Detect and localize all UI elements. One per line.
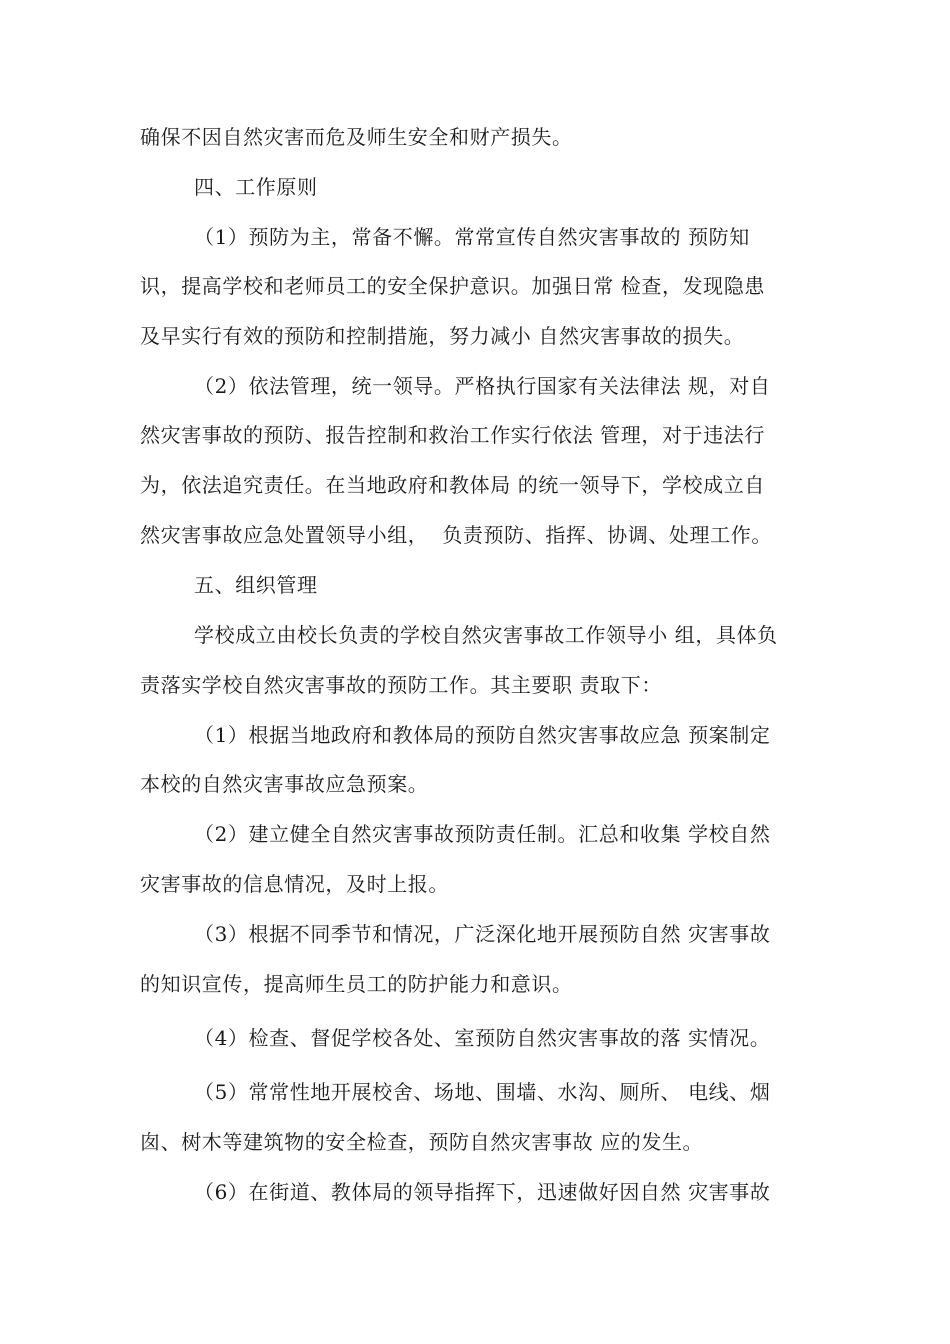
paragraph-line: 及早实行有效的预防和控制措施，努力减小 自然灾害事故的损失。	[140, 324, 745, 348]
paragraph-line: 为，依法追究责任。在当地政府和教体局 的统一领导下，学校成立自	[140, 473, 765, 497]
paragraph-line: （2）建立健全自然灾害事故预防责任制。汇总和收集 学校自然	[194, 822, 771, 846]
paragraph-line: （3）根据不同季节和情况，广泛深化地开展预防自然 灾害事故	[194, 922, 771, 946]
paragraph-line: （1）根据当地政府和教体局的预防自然灾害事故应急 预案制定	[194, 723, 771, 747]
paragraph-line: 的知识宣传，提高师生员工的防护能力和意识。	[140, 972, 573, 996]
body-text-line: 确保不因自然灾害而危及师生安全和财产损失。	[140, 125, 573, 149]
paragraph-line: 责落实学校自然灾害事故的预防工作。其主要职 责取下：	[140, 673, 662, 697]
section-heading: 五、组织管理	[194, 573, 318, 597]
paragraph-line: （5）常常性地开展校舍、场地、围墙、水沟、厕所、 电线、烟	[194, 1080, 771, 1104]
paragraph-line: （6）在街道、教体局的领导指挥下，迅速做好因自然 灾害事故	[194, 1180, 771, 1204]
paragraph-line: 囱、树木等建筑物的安全检查，预防自然灾害事故 应的发生。	[140, 1130, 704, 1154]
paragraph-line: （4）检查、督促学校各处、室预防自然灾害事故的落 实情况。	[194, 1026, 771, 1050]
paragraph-line: 灾害事故的信息情况，及时上报。	[140, 872, 449, 896]
paragraph-line: （2）依法管理，统一领导。严格执行国家有关法律法 规，对自	[194, 374, 771, 398]
paragraph-line: 识，提高学校和老师员工的安全保护意识。加强日常 检查，发现隐患	[140, 274, 765, 298]
section-heading: 四、工作原则	[194, 175, 318, 199]
paragraph-line: 然灾害事故的预防、报告控制和救治工作实行依法 管理，对于违法行	[140, 423, 765, 447]
paragraph-line: （1）预防为主，常备不懈。常常宣传自然灾害事故的 预防知	[194, 225, 750, 249]
paragraph-line: 然灾害事故应急处置领导小组， 负责预防、指挥、协调、处理工作。	[140, 523, 772, 547]
paragraph-line: 学校成立由校长负责的学校自然灾害事故工作领导小 组，具体负	[194, 623, 778, 647]
paragraph-line: 本校的自然灾害事故应急预案。	[140, 772, 429, 796]
